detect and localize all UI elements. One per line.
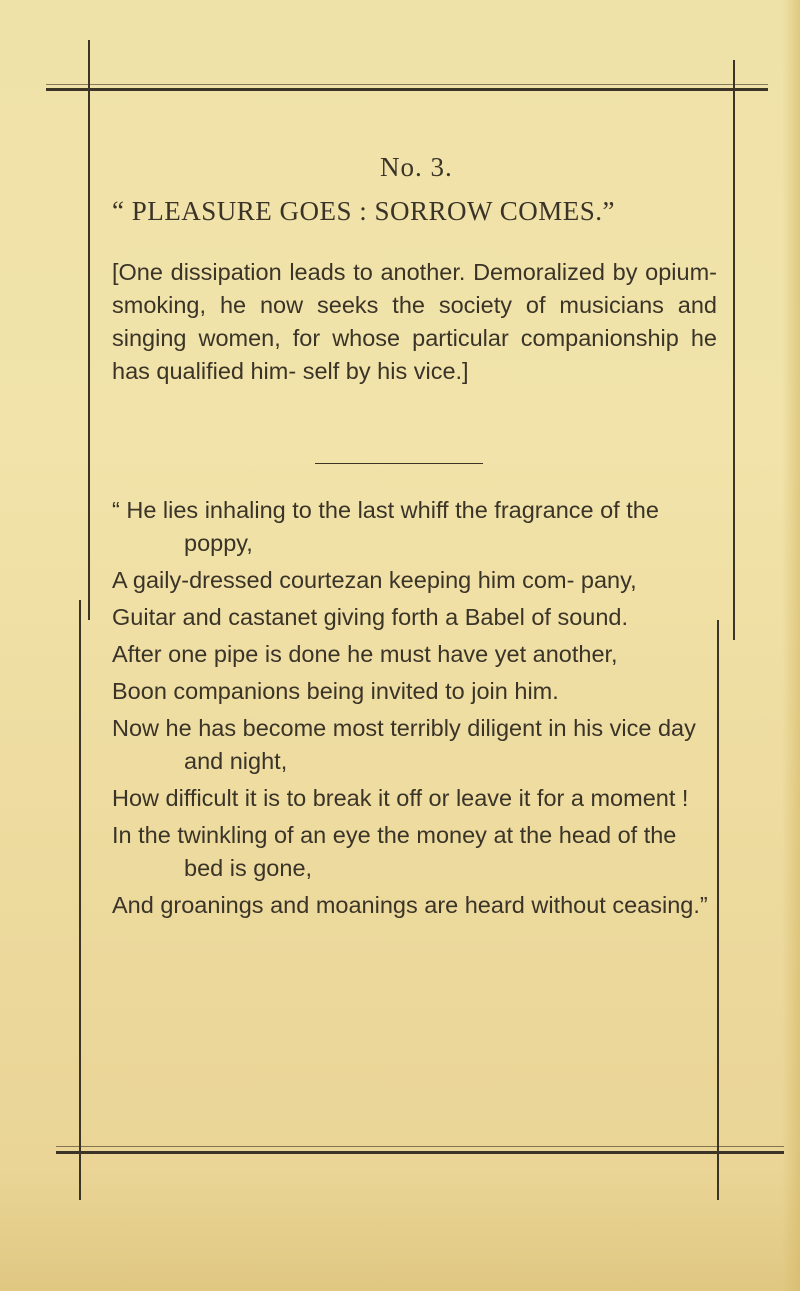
plate-number: No. 3. [380, 152, 453, 182]
poem-line: Guitar and castanet giving forth a Babel of sound. [112, 604, 629, 630]
section-divider [315, 463, 483, 464]
poem-line: In the twinkling of an eye the money at the head of the bed is gone, [112, 822, 677, 881]
frame-rule-top [46, 88, 768, 91]
frame-rule-right-upper [733, 60, 735, 640]
poem-line: “ He lies inhaling to the last whiff the fragrance of the poppy, [112, 497, 659, 556]
frame-rule-bottom-thin [56, 1146, 784, 1147]
poem-line: How difficult it is to break it off or leave it for a moment ! [112, 785, 689, 811]
poem-line: Boon companions being invited to join him. [112, 678, 559, 704]
frame-rule-left-upper [88, 40, 90, 620]
page-bottom-shadow [0, 1171, 800, 1291]
poem-line: A gaily-dressed courtezan keeping him com- pany, [112, 567, 637, 593]
page-title: “ PLEASURE GOES : SORROW COMES.” [112, 196, 616, 226]
poem-line: And groanings and moanings are heard without ceasing.” [112, 892, 708, 918]
intro-paragraph: [One dissipation leads to another. Demoralized by opium-smoking, he now seeks the society of musicians and singing women, for whose particular companionship he has qualified him- self by his vice.] [112, 259, 717, 384]
page-edge-shadow [782, 0, 800, 1291]
frame-rule-top-thin [46, 84, 768, 85]
poem-line: Now he has become most terribly diligent in his vice day and night, [112, 715, 696, 774]
frame-rule-right-lower [717, 620, 719, 1200]
frame-rule-left-lower [79, 600, 81, 1200]
poem-line: After one pipe is done he must have yet another, [112, 641, 618, 667]
poem [112, 494, 712, 926]
frame-rule-bottom [56, 1151, 784, 1154]
